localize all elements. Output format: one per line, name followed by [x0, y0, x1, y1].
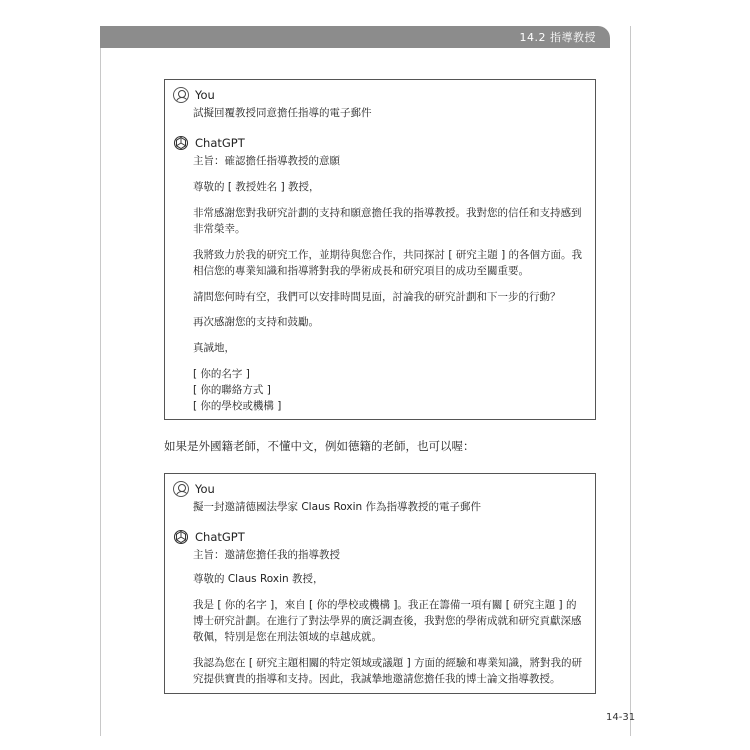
email-paragraph-2: 我認為您在 [ 研究主題相關的特定領域或議題 ] 方面的經驗和專業知識，將對我的研究提供寶貴的指導和支持。因此，我誠摯地邀請您擔任我的博士論文指導教授。: [193, 657, 583, 685]
user-message-1: [173, 85, 587, 121]
user-message-2: [173, 479, 587, 515]
user-prompt: 試擬回覆教授同意擔任指導的電子郵件: [193, 107, 372, 119]
assistant-label: ChatGPT: [195, 136, 245, 150]
chapter-title: 14.2 指導教授: [519, 31, 596, 44]
email-paragraph-3: 請問您何時有空，我們可以安排時間見面，討論我的研究計劃和下一步的行動？: [193, 291, 561, 303]
chat-box-2: [164, 473, 596, 694]
signature-school: [ 你的學校或機構 ]: [193, 400, 282, 412]
assistant-message-1: [173, 133, 587, 169]
page-number: 14-31: [606, 712, 636, 723]
email-salutation: 尊敬的 [ 教授姓名 ] 教授，: [193, 181, 320, 193]
chapter-header-tab: [100, 26, 610, 48]
user-label: You: [195, 88, 215, 102]
assistant-message-2: [173, 527, 587, 563]
user-prompt: 擬一封邀請德國法學家 Claus Roxin 作為指導教授的電子郵件: [193, 501, 482, 513]
email-paragraph-1: 我是 [ 你的名字 ]，來自 [ 你的學校或機構 ]。我正在籌備一項有關 [ 研究主題 ] 的博士研究計劃。在進行了對法學界的廣泛調查後，我對您的學術成就和研究貢獻深感敬佩，特別是您在刑法領域的卓越成就。: [193, 599, 582, 643]
chatgpt-logo-icon: [173, 135, 189, 151]
signature-name: [ 你的名字 ]: [193, 368, 250, 380]
chat-box-1: [164, 79, 596, 420]
email-subject: 主旨：確認擔任指導教授的意願: [193, 155, 340, 167]
email-paragraph-1: 非常感謝您對我研究計劃的支持和願意擔任我的指導教授。我對您的信任和支持感到非常榮幸。: [193, 207, 582, 235]
email-salutation: 尊敬的 Claus Roxin 教授，: [193, 573, 324, 585]
email-closing: 真誠地，: [193, 342, 235, 354]
assistant-label: ChatGPT: [195, 530, 245, 544]
user-label: You: [195, 482, 215, 496]
chatgpt-logo-icon: [173, 529, 189, 545]
user-avatar-icon: [173, 87, 189, 103]
email-paragraph-2: 我將致力於我的研究工作，並期待與您合作，共同探討 [ 研究主題 ] 的各個方面。我相信您的專業知識和指導將對我的學術成長和研究項目的成功至關重要。: [193, 249, 583, 277]
user-avatar-icon: [173, 481, 189, 497]
signature-contact: [ 你的聯絡方式 ]: [193, 384, 271, 396]
email-paragraph-4: 再次感謝您的支持和鼓勵。: [193, 316, 319, 328]
between-paragraph: 如果是外國籍老師，不懂中文，例如德籍的老師，也可以喔：: [164, 439, 475, 453]
email-subject: 主旨：邀請您擔任我的指導教授: [193, 549, 340, 561]
